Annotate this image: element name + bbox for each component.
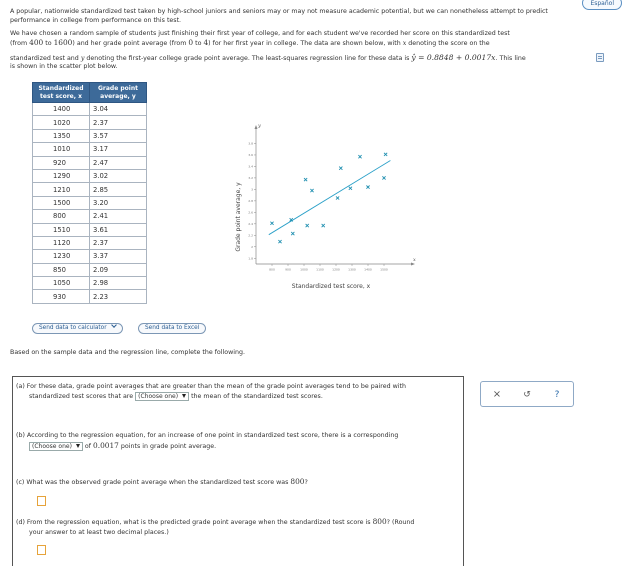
cell-test-score: 1400 [33, 103, 90, 116]
intro-paragraph-2d: is shown in the scatter plot below. [10, 63, 118, 70]
y-tick-label: 2.2 [248, 233, 253, 238]
answer-input-c[interactable] [37, 496, 46, 506]
cell-test-score: 1050 [33, 277, 90, 290]
data-point [291, 232, 294, 235]
table-row [33, 210, 147, 223]
data-point [366, 185, 369, 188]
intro-paragraph-1: A popular, nationwide standardized test taken by high-school juniors and seniors may or may not measure academic potential, but we can nonetheless attempt to predict performance in college from performance on this test. [10, 8, 548, 24]
answer-input-d[interactable] [37, 545, 46, 555]
cell-test-score: 920 [33, 156, 90, 169]
x-tick-label: 800 [269, 267, 275, 272]
regression-line [269, 161, 391, 235]
regression-equation: ŷ = 0.8848 + 0.0017x [411, 53, 496, 62]
header-y: Grade point average, y [90, 83, 147, 103]
table-row [33, 236, 147, 249]
x-tick-label: 1100 [316, 267, 324, 272]
data-point [310, 189, 313, 192]
table-row [33, 277, 147, 290]
intro-paragraph-2c: standardized test and y denoting the first-year college grade point average. The least-squares regression line for these data is ŷ = 0.8848 + 0.0017x. This line [10, 53, 526, 62]
clear-icon[interactable]: × [492, 389, 502, 400]
y-axis-symbol: y [258, 123, 261, 129]
y-tick-label: 3.2 [248, 175, 253, 180]
table-row [33, 143, 147, 156]
y-tick-label: 2.4 [248, 221, 253, 226]
chevron-down-icon [111, 322, 117, 328]
table-row [33, 103, 147, 116]
cell-gpa: 2.98 [90, 277, 147, 290]
dropdown-arrow-icon [182, 394, 186, 398]
cell-test-score: 1010 [33, 143, 90, 156]
cell-gpa: 3.17 [90, 143, 147, 156]
cell-test-score: 1510 [33, 223, 90, 236]
y-axis-label: Grade point average, y [235, 182, 242, 252]
data-point [336, 196, 339, 199]
undo-icon[interactable]: ↺ [523, 390, 531, 400]
x-tick-label: 1000 [300, 267, 308, 272]
data-point [339, 167, 342, 170]
table-row [33, 156, 147, 169]
cell-test-score: 1230 [33, 250, 90, 263]
cell-gpa: 2.23 [90, 290, 147, 303]
cell-gpa: 2.37 [90, 116, 147, 129]
question-c: (c) What was the observed grade point average when the standardized test score was 800? [16, 477, 308, 486]
table-row [33, 250, 147, 263]
table-row [33, 129, 147, 142]
cell-test-score: 1020 [33, 116, 90, 129]
data-point [270, 222, 273, 225]
cell-test-score: 1290 [33, 169, 90, 182]
table-row [33, 116, 147, 129]
cell-gpa: 2.41 [90, 210, 147, 223]
y-tick-label: 1.8 [248, 256, 253, 261]
x-tick-label: 1300 [348, 267, 356, 272]
cell-gpa: 3.37 [90, 250, 147, 263]
data-point [384, 153, 387, 156]
table-row [33, 169, 147, 182]
intro-paragraph-2b: (from 400 to 1600) and her grade point average (from 0 to 4) for her first year in college. The data are shown below, with x denoting the score on the [10, 38, 490, 47]
data-point [304, 178, 307, 181]
cell-gpa: 3.04 [90, 103, 147, 116]
y-tick-label: 2.6 [248, 210, 253, 215]
cell-gpa: 3.57 [90, 129, 147, 142]
table-row [33, 196, 147, 209]
data-point [349, 187, 352, 190]
cell-gpa: 3.02 [90, 169, 147, 182]
cell-gpa: 2.09 [90, 263, 147, 276]
question-a: (a) For these data, grade point averages that are greater than the mean of the grade point averages tend to be paired with standardized test scores that are (Choose one) the mean of the standardized test scores. [16, 383, 406, 400]
dropdown-a[interactable]: (Choose one) [135, 392, 189, 401]
cell-test-score: 1210 [33, 183, 90, 196]
question-b: (b) According to the regression equation, for an increase of one point in standardized test score, there is a corresponding (Choose one) of 0.0017 points in grade point average. [16, 432, 399, 450]
y-tick-label: 2.8 [248, 198, 253, 203]
header-x: Standardized test score, x [33, 83, 90, 103]
x-axis-label: Standardized test score, x [291, 283, 371, 290]
answer-tools-panel [480, 381, 574, 407]
x-tick-label: 1500 [380, 267, 388, 272]
x-tick-label: 1200 [332, 267, 340, 272]
language-toggle-button[interactable]: Español [582, 0, 622, 10]
y-tick-label: 2 [251, 244, 253, 249]
send-to-excel-button[interactable]: Send data to Excel [138, 323, 206, 334]
table-row [33, 263, 147, 276]
cell-test-score: 800 [33, 210, 90, 223]
x-tick-label: 1400 [364, 267, 372, 272]
x-axis-symbol: x [413, 257, 416, 263]
cell-test-score: 1350 [33, 129, 90, 142]
instruction-text: Based on the sample data and the regression line, complete the following. [10, 349, 246, 356]
data-point [358, 155, 361, 158]
data-point [322, 224, 325, 227]
y-tick-label: 3.8 [248, 141, 253, 146]
cell-test-score: 850 [33, 263, 90, 276]
cell-test-score: 1500 [33, 196, 90, 209]
cell-gpa: 3.61 [90, 223, 147, 236]
cell-gpa: 3.20 [90, 196, 147, 209]
cell-test-score: 930 [33, 290, 90, 303]
data-point [306, 224, 309, 227]
intro-paragraph-2a: We have chosen a random sample of students just finishing their first year of college, and for each student we've recorded her score on this standardized test [10, 30, 510, 37]
x-tick-label: 900 [285, 267, 291, 272]
notes-icon[interactable] [596, 53, 604, 62]
cell-gpa: 2.85 [90, 183, 147, 196]
data-point [382, 176, 385, 179]
table-row [33, 183, 147, 196]
help-icon[interactable]: ? [554, 390, 560, 400]
y-tick-label: 3.4 [248, 164, 253, 169]
dropdown-b[interactable]: (Choose one) [29, 442, 83, 451]
cell-test-score: 1120 [33, 236, 90, 249]
data-table [32, 82, 147, 304]
cell-gpa: 2.47 [90, 156, 147, 169]
cell-gpa: 2.37 [90, 236, 147, 249]
table-row [33, 290, 147, 303]
y-tick-label: 3 [251, 187, 253, 192]
table-row [33, 223, 147, 236]
question-d: (d) From the regression equation, what is the predicted grade point average when the standardized test score is 800? (Round your answer to at least two decimal places.) [16, 517, 415, 536]
scatter-plot [228, 120, 428, 300]
y-tick-label: 3.6 [248, 152, 253, 157]
dropdown-arrow-icon [76, 444, 80, 448]
send-to-calculator-button[interactable]: Send data to calculator [32, 323, 123, 334]
question-box [12, 376, 464, 566]
data-point [278, 240, 281, 243]
table-header-row [33, 83, 147, 103]
